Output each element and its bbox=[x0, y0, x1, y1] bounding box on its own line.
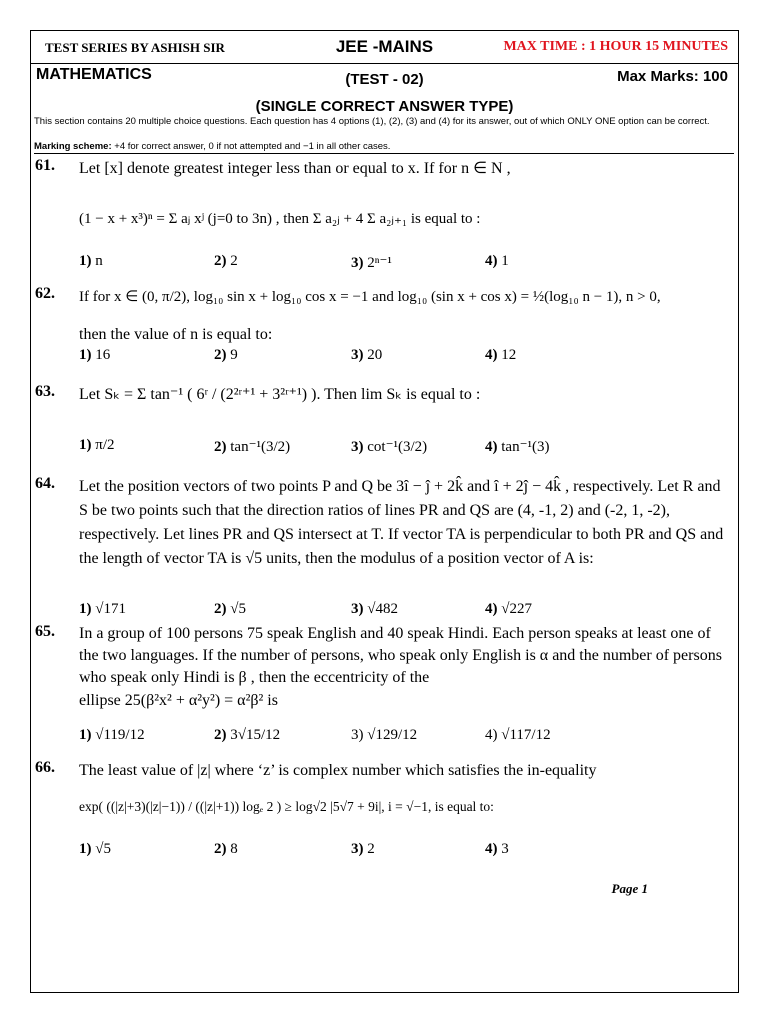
option-1[interactable]: 1) √171 bbox=[79, 601, 126, 617]
exam-title: JEE -MAINS bbox=[335, 37, 434, 56]
subject-title: MATHEMATICS bbox=[36, 66, 152, 83]
section-type: (SINGLE CORRECT ANSWER TYPE) bbox=[255, 98, 514, 115]
question-text-2: ellipse 25(β²x² + α²y²) = α²β² is bbox=[79, 692, 278, 709]
max-marks: Max Marks: 100 bbox=[617, 68, 728, 85]
question-text-2: then the value of n is equal to: bbox=[79, 326, 273, 343]
question-math: exp( ((|z|+3)(|z|−1)) / ((|z|+1)) logₑ 2 ) ≥ log√2 |5√7 + 9i|, i = √−1, is equal to: bbox=[79, 799, 494, 814]
question-number: 63. bbox=[35, 383, 55, 400]
question-number: 62. bbox=[35, 285, 55, 302]
options bbox=[79, 727, 738, 749]
question-text: Let the position vectors of two points P and Q be 3î − ĵ + 2k̂ and î + 2ĵ − 4k̂ , respectively. Let R and S be two points such that the direction ratios of lines PR and QS are (4, -1, 2) and (-2, 1, -2), respectively. Let lines PR and QS intersect at T. If vector TA is perpendicular to both PR and QS and the length of vector TA is √5 units, then the modulus of a position vector of A is: bbox=[79, 478, 724, 567]
header-bar bbox=[31, 31, 738, 64]
question-text: If for x ∈ (0, π/2), log₁₀ sin x + log₁₀ cos x = −1 and log₁₀ (sin x + cos x) = ½(log₁₀ n − 1), n > 0, bbox=[79, 289, 661, 305]
option-2[interactable]: 2) 8 bbox=[214, 841, 238, 857]
option-4[interactable]: 4) tan⁻¹(3) bbox=[485, 439, 550, 455]
options bbox=[79, 437, 738, 459]
option-3[interactable]: 3) cot⁻¹(3/2) bbox=[351, 439, 428, 455]
option-2[interactable]: 2) 9 bbox=[214, 347, 238, 363]
option-1[interactable]: 1) √119/12 bbox=[79, 727, 145, 743]
option-1[interactable]: 1) π/2 bbox=[79, 437, 115, 453]
option-4[interactable]: 4) 1 bbox=[485, 253, 509, 269]
question-number: 61. bbox=[35, 157, 55, 174]
option-3[interactable]: 3) 2ⁿ⁻¹ bbox=[351, 255, 392, 271]
page-number: Page 1 bbox=[611, 881, 648, 896]
marking-scheme bbox=[34, 141, 734, 154]
question-number: 66. bbox=[35, 759, 55, 776]
option-2[interactable]: 2) 2 bbox=[214, 253, 238, 269]
question-math: (1 − x + x³)ⁿ = Σ aⱼ xʲ (j=0 to 3n) , then Σ a₂ⱼ + 4 Σ a₂ⱼ₊₁ is equal to : bbox=[79, 211, 481, 227]
test-number: (TEST - 02) bbox=[345, 71, 424, 88]
question-text: The least value of |z| where ‘z’ is complex number which satisfies the in-equality bbox=[79, 762, 597, 779]
options bbox=[79, 253, 738, 275]
scheme-text: +4 for correct answer, 0 if not attempted and −1 in all other cases. bbox=[114, 141, 391, 152]
instructions: This section contains 20 multiple choice questions. Each question has 4 options (1), (2), (3) and (4) for its answer, out of which ONLY ONE option can be correct. bbox=[34, 116, 710, 127]
question-text: In a group of 100 persons 75 speak English and 40 speak Hindi. Each person speaks at least one of the two languages. If the number of persons, who speak only English is α and the number of persons who speak only Hindi is β , then the eccentricity of the bbox=[79, 625, 722, 686]
max-time: MAX TIME : 1 HOUR 15 MINUTES bbox=[503, 39, 728, 54]
option-3[interactable]: 3) √482 bbox=[351, 601, 398, 617]
option-4[interactable]: 4) 12 bbox=[485, 347, 517, 363]
question-number: 64. bbox=[35, 475, 55, 492]
options bbox=[79, 601, 738, 623]
option-4[interactable]: 4) 3 bbox=[485, 841, 509, 857]
option-3[interactable]: 3) 2 bbox=[351, 841, 375, 857]
option-1[interactable]: 1) n bbox=[79, 253, 103, 269]
question-text: Let [x] denote greatest integer less than or equal to x. If for n ∈ N , bbox=[79, 160, 511, 177]
series-title: TEST SERIES BY ASHISH SIR bbox=[45, 40, 225, 55]
question-sheet bbox=[30, 30, 739, 993]
option-2[interactable]: 2) 3√15/12 bbox=[214, 727, 281, 743]
option-1[interactable]: 1) √5 bbox=[79, 841, 111, 857]
option-4[interactable]: 4) √227 bbox=[485, 601, 532, 617]
option-4[interactable]: 4) √117/12 bbox=[485, 727, 551, 743]
scheme-label: Marking scheme: bbox=[34, 141, 112, 152]
options bbox=[79, 841, 738, 863]
option-3[interactable]: 3) √129/12 bbox=[351, 727, 418, 743]
option-3[interactable]: 3) 20 bbox=[351, 347, 383, 363]
question-text: Let Sₖ = Σ tan⁻¹ ( 6ʳ / (2²ʳ⁺¹ + 3²ʳ⁺¹) ). Then lim Sₖ is equal to : bbox=[79, 386, 481, 403]
question-number: 65. bbox=[35, 623, 55, 640]
options bbox=[79, 347, 738, 369]
option-2[interactable]: 2) tan⁻¹(3/2) bbox=[214, 439, 291, 455]
option-2[interactable]: 2) √5 bbox=[214, 601, 246, 617]
option-1[interactable]: 1) 16 bbox=[79, 347, 111, 363]
